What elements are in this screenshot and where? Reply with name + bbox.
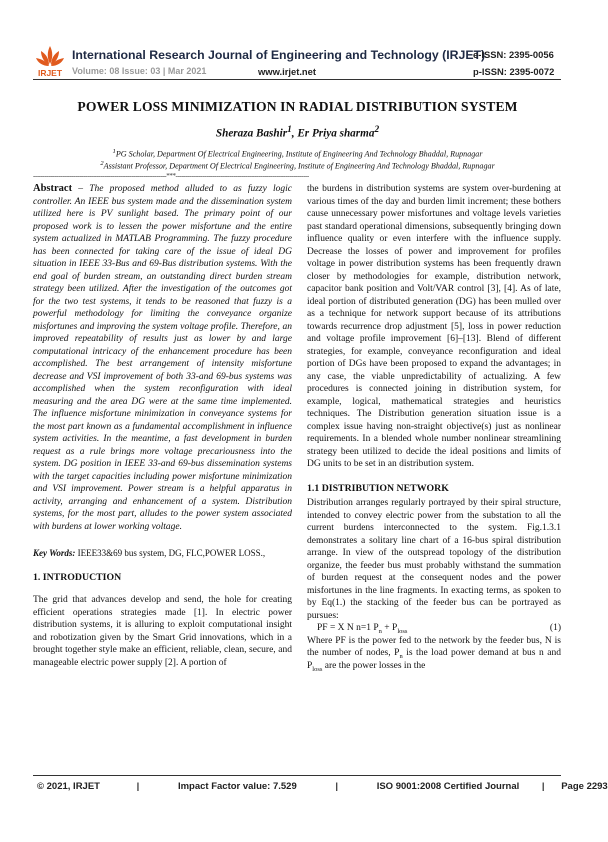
footer-copyright: © 2021, IRJET — [37, 781, 100, 792]
text-subscript: loss — [312, 665, 323, 673]
equation-number: (1) — [549, 623, 561, 633]
author-name: Er Priya sharma — [297, 127, 375, 140]
volume-issue: Volume: 08 Issue: 03 | Mar 2021 — [72, 66, 207, 76]
equation-1 — [307, 622, 561, 635]
keywords-text: IEEE33&69 bus system, DG, FLC,POWER LOSS., — [77, 548, 266, 558]
equation-lhs: PF = X N n=1 P — [317, 623, 379, 633]
keywords-label: Key Words — [33, 548, 73, 558]
distribution-network-paragraph: Distribution arranges regularly portrayed by their spiral structure, intended to convey electric power from the substation to all the current burdens interconnected to the system. Fig.1.3.1 demonstrates a solitary line chart of a 16-bus spiral distribution arrange. In view of the outspread topology of the distribution organize, the feeder bus must probably withstand the summation of burden request at the consequent nodes and the power misfortunes in the line fragments. In exacting terms, as spoken to by Eq(1.) the stacking of the feeder bus can be portrayed as pursues: — [307, 498, 561, 621]
affiliation-text: Assistant Professor, Department Of Electrical Engineering, Institute of Engineering And Technology Bhaddal, Rupnagar — [103, 161, 495, 171]
distribution-network-paragraph-2 — [307, 635, 561, 673]
text-subscript: n — [399, 652, 403, 660]
introduction-paragraph-continued: the burdens in distribution systems are system over-burdening at various times of the day and burden limit increment; these bothers cause unnecessary power misfortunes and voltage levels varieties past standard operational dimensions, subsequently bringing down influence quality or even interfere with the influence supply. Decrease the losses of power and improvement for profiles voltage in power distribution systems has been frequently drawn closer by methodologies for example, distribution network, capacitor bank position and Volt/VAR control [3], [4]. As of late, ideal portion of distributed generation (DG) has been mulled over as a technique for network support because of its attributions towards recurrence drop adjustment [5], loss in power reduction and voltage profile improvement [6]–[13]. Blend of different strategies, for example, conveyance reconfiguration and ideal portion of DGs have been proposed to expand the advantages; in any case, the viable unpredictability of actualizing. A few procedures is connected joining in distribution system, for example, logical, mathematical strategies and heuristics techniques. The Distribution generation situation issue is a complex issue having non-straight objective(s) just as nonlinear requirements. In a blended whole number nonlinear streamlining strategy been utilized to decide the ideal positions and limits of DG units to be set in an distribution system. — [307, 184, 561, 469]
section-divider: ---------------------------------------------------------------------***--------------------------------------------------------------------- — [33, 172, 309, 180]
affiliation-superscript: 1 — [112, 148, 116, 155]
paper-title: POWER LOSS MINIMIZATION IN RADIAL DISTRIBUTION SYSTEM — [77, 99, 518, 114]
footer-iso: ISO 9001:2008 Certified Journal — [376, 781, 520, 792]
footer-rule — [33, 775, 561, 776]
footer-impact-factor: Impact Factor value: 7.529 — [177, 781, 297, 792]
e-issn: e-ISSN: 2395-0056 — [473, 49, 554, 60]
footer-separator: | — [335, 781, 339, 792]
abstract — [33, 183, 292, 533]
abstract-text: The proposed method alluded to as fuzzy logic controller. An IEEE bus system made and the dissemination system utilized here is PV sunlight based. The primary point of our proposed work is to lessen the power misfortune and the entire system actualized in MATLAB Programming. The fuzzy procedure has been connected for taking care of the issue of ideal DG situation in IEEE 33-Bus and 69-Bus distribution systems. With the end goal of burden stream, an outstanding direct burden stream strategy been utilized. After the investigation of the outcomes got for the two test systems, it tends to be reasoned that fuzzy is a powerful methodology for limiting the conveyance organize misfortunes and improving the system voltage profile. Therefore, an improved repeatability of results just as lower by and large computational intricacy of the enhancement procedure has been accomplished. The best arrangement of intensity misfortune decrease and VSI improvement of both 33-and 69-bus systems was accomplished when the system reconfiguration with ideal measuring and the area DG were at the same time implemented. The influence misfortune minimization in conveyance systems for the most part known as a fundamental accomplishment in influence system activities. In the meantime, a fast development in burden request as a rule brings more voltage precariousness into the system. DG position in IEEE 33-and 69-bus dissemination systems with the target capacities including power misfortune minimization and VSI improvement. Power stream is a helpful apparatus in activity, arranging and enhancement of a system. Distribution systems, for the most part, alludes to the power system associated with burdens at lower working voltage. — [33, 184, 292, 532]
equation-term: + P — [381, 623, 398, 633]
footer-separator: | — [136, 781, 140, 792]
author-superscript: 1 — [287, 125, 292, 135]
affiliation-1 — [0, 148, 595, 159]
irjet-logo — [33, 42, 67, 80]
journal-name: International Research Journal of Engineering and Technology (IRJET) — [72, 48, 486, 62]
keywords — [33, 547, 292, 560]
abstract-label: Abstract — [33, 183, 73, 194]
logo-text: IRJET — [37, 68, 63, 78]
right-column — [307, 183, 561, 672]
affiliation-superscript: 2 — [100, 160, 104, 167]
author-separator: , — [291, 127, 298, 140]
affiliation-text: PG Scholar, Department Of Electrical Engineering, Institute of Engineering And Technology Bhaddal, Rupnagar — [115, 149, 483, 159]
text-run: is the load power demand at bus n and P — [307, 648, 561, 671]
left-column — [33, 183, 292, 669]
affiliation-2 — [0, 160, 595, 171]
footer-separator: | — [541, 781, 545, 792]
author-line — [0, 125, 595, 140]
text-run: Where PF is the power fed to the network by the feeder bus, N is the number of nodes, P — [307, 635, 561, 658]
equation-subscript: loss — [397, 627, 408, 635]
equation-body — [317, 622, 407, 635]
introduction-paragraph: The grid that advances develop and send, the hole for creating efficient operations strategies made [1]. In electric power distribution systems, it is alluring to exploit computational insight and robotization given by the Smart Grid innovations, which in a brought together style make an efficient, reliable, clean, secure, and manageable electric power supply [2]. A portion of — [33, 595, 292, 668]
abstract-dash: – — [72, 184, 90, 194]
section-heading-distribution-network: 1.1 DISTRIBUTION NETWORK — [307, 482, 449, 494]
footer-page-number: Page 2293 — [561, 781, 608, 792]
keywords-colon: : — [72, 548, 78, 558]
journal-website-link[interactable]: www.irjet.net — [258, 66, 316, 77]
section-heading-introduction: 1. INTRODUCTION — [33, 571, 122, 583]
author-superscript: 2 — [374, 125, 380, 135]
page-footer — [37, 781, 608, 792]
author-name: Sheraza Bashir — [215, 127, 288, 140]
header-rule — [33, 79, 561, 80]
p-issn: p-ISSN: 2395-0072 — [473, 66, 555, 77]
equation-subscript: n — [378, 627, 382, 635]
text-run: are the power losses in the — [322, 660, 426, 671]
